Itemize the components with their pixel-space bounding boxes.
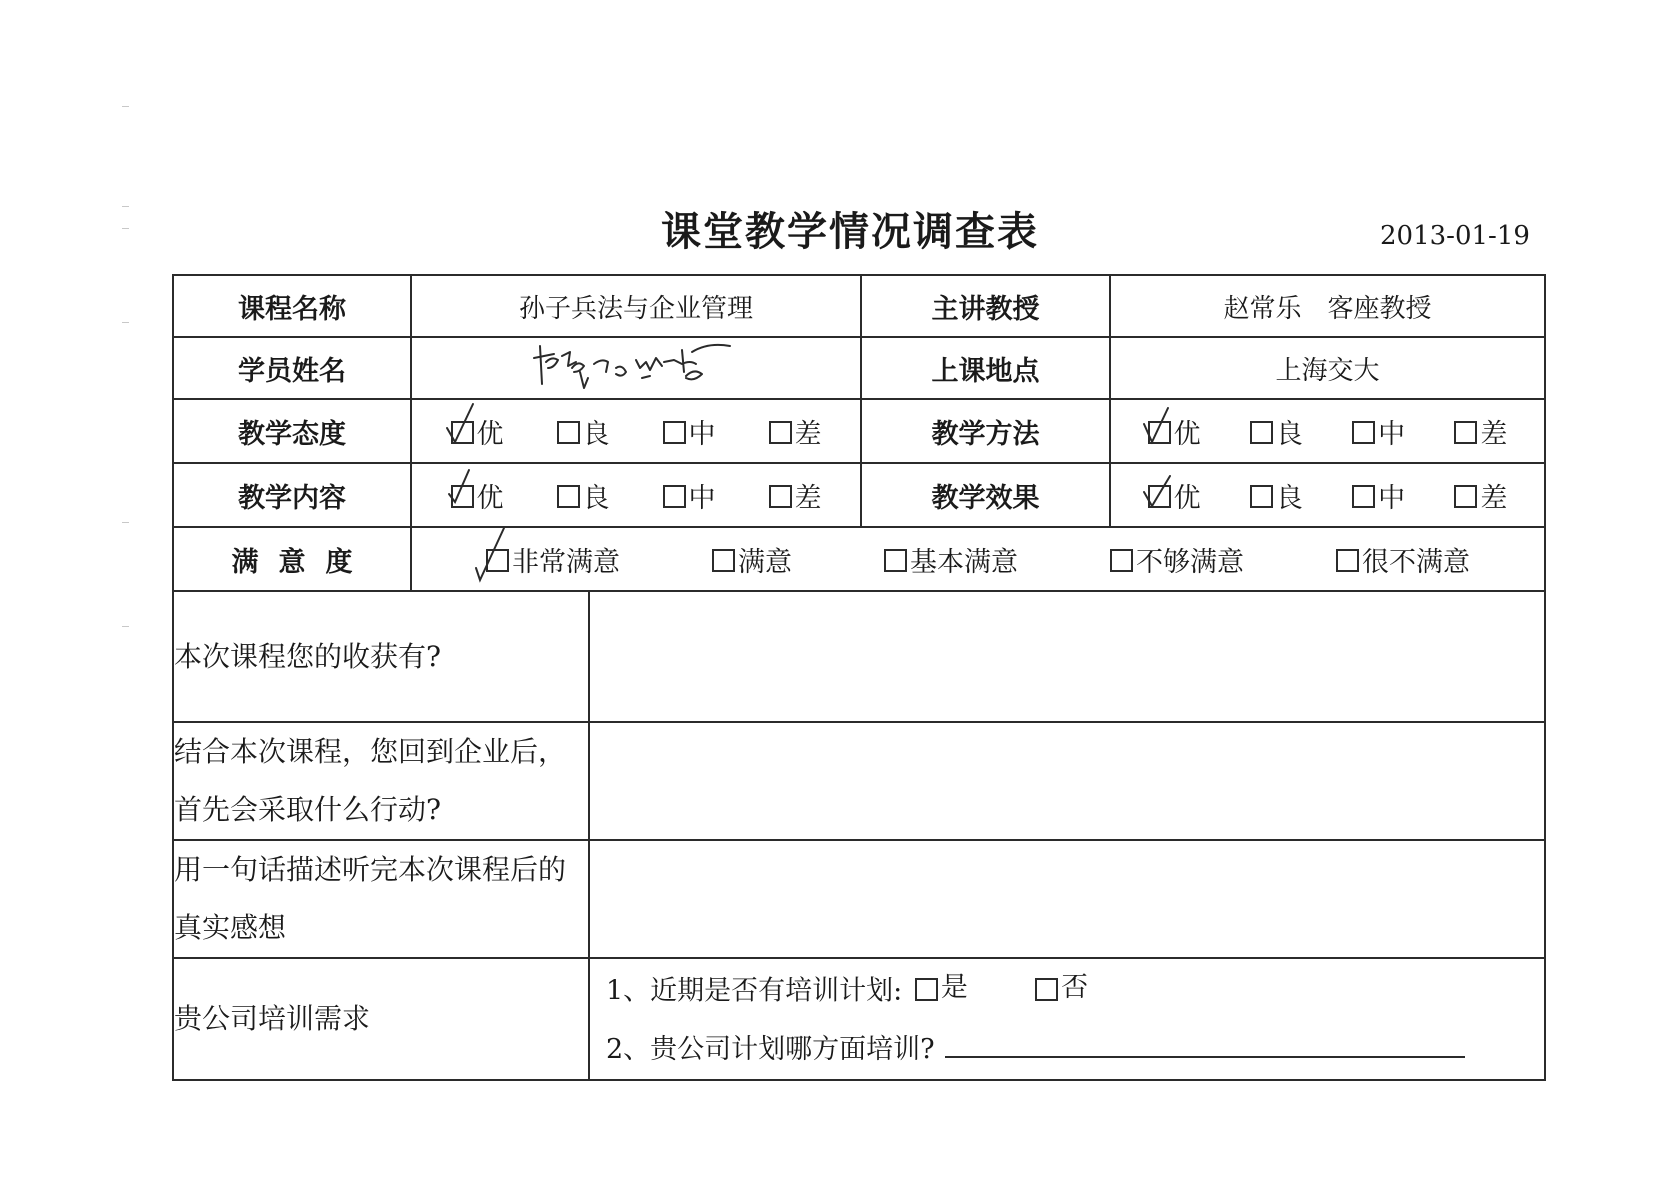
checkbox-checked[interactable]: [451, 485, 474, 508]
effect-option-excellent[interactable]: 优: [1148, 476, 1201, 515]
scan-mark: [122, 206, 129, 207]
checkbox-checked[interactable]: [1148, 485, 1171, 508]
satisfaction-option-very-unsatisfied[interactable]: 很不满意: [1336, 540, 1470, 579]
training-needs-cell: [589, 958, 1545, 1080]
training-plan-option-yes[interactable]: 是: [911, 959, 968, 1017]
lecturer-label: 主讲教授: [861, 275, 1110, 337]
content-option-excellent[interactable]: 优: [451, 476, 504, 515]
method-option-poor[interactable]: 差: [1454, 412, 1507, 451]
method-options: [1110, 399, 1545, 463]
action-question: 结合本次课程，您回到企业后，首先会采取什么行动?: [173, 722, 589, 840]
course-row: [173, 275, 1545, 337]
attitude-row: [173, 399, 1545, 463]
content-option-good[interactable]: 良: [557, 476, 610, 515]
gains-answer-field[interactable]: [589, 591, 1545, 722]
location-value: 上海交大: [1110, 337, 1545, 399]
checkbox[interactable]: [1250, 421, 1273, 444]
method-option-average[interactable]: 中: [1352, 412, 1405, 451]
satisfaction-options: [411, 527, 1545, 591]
action-row: [173, 722, 1545, 840]
checkbox[interactable]: [663, 485, 686, 508]
satisfaction-label: 满意度: [173, 527, 411, 591]
attitude-option-excellent[interactable]: 优: [451, 412, 504, 451]
attitude-option-good[interactable]: 良: [557, 412, 610, 451]
satisfaction-row: [173, 527, 1545, 591]
gains-row: [173, 591, 1545, 722]
scan-mark: [122, 322, 129, 323]
content-options: [411, 463, 861, 527]
checkbox[interactable]: [1336, 549, 1359, 572]
content-row: [173, 463, 1545, 527]
satisfaction-option-not-satisfied[interactable]: 不够满意: [1110, 540, 1244, 579]
scan-mark: [122, 228, 129, 229]
course-name-value: 孙子兵法与企业管理: [411, 275, 861, 337]
checkbox[interactable]: [915, 978, 938, 1001]
method-option-good[interactable]: 良: [1250, 412, 1303, 451]
checkbox[interactable]: [663, 421, 686, 444]
training-row: [173, 958, 1545, 1080]
training-area-answer-line[interactable]: [945, 1030, 1465, 1058]
content-label: 教学内容: [173, 463, 411, 527]
student-row: [173, 337, 1545, 399]
attitude-option-poor[interactable]: 差: [769, 412, 822, 451]
effect-option-average[interactable]: 中: [1352, 476, 1405, 515]
checkbox[interactable]: [557, 421, 580, 444]
attitude-label: 教学态度: [173, 399, 411, 463]
form-title: 课堂教学情况调查表: [661, 209, 1039, 255]
checkbox[interactable]: [1454, 485, 1477, 508]
satisfaction-option-basically-satisfied[interactable]: 基本满意: [884, 540, 1018, 579]
location-label: 上课地点: [861, 337, 1110, 399]
checkbox[interactable]: [769, 485, 792, 508]
form-date: 2013-01-19: [1380, 221, 1530, 251]
checkbox-checked[interactable]: [451, 421, 474, 444]
effect-label: 教学效果: [861, 463, 1110, 527]
satisfaction-option-satisfied[interactable]: 满意: [712, 540, 792, 579]
checkbox[interactable]: [712, 549, 735, 572]
satisfaction-option-very-satisfied[interactable]: 非常满意: [486, 540, 620, 579]
attitude-option-average[interactable]: 中: [663, 412, 716, 451]
attitude-options: [411, 399, 861, 463]
feeling-answer-field[interactable]: [589, 840, 1545, 958]
lecturer-value: 赵常乐 客座教授: [1110, 275, 1545, 337]
content-option-average[interactable]: 中: [663, 476, 716, 515]
training-area-question: 2、贵公司计划哪方面培训?: [590, 1021, 1544, 1079]
method-option-excellent[interactable]: 优: [1148, 412, 1201, 451]
effect-option-poor[interactable]: 差: [1454, 476, 1507, 515]
action-answer-field[interactable]: [589, 722, 1545, 840]
training-needs-label: 贵公司培训需求: [173, 958, 589, 1080]
checkbox[interactable]: [1454, 421, 1477, 444]
feeling-question: 用一句话描述听完本次课程后的真实感想: [173, 840, 589, 958]
scan-mark: [122, 106, 129, 107]
checkbox[interactable]: [1250, 485, 1273, 508]
checkbox[interactable]: [769, 421, 792, 444]
content-option-poor[interactable]: 差: [769, 476, 822, 515]
student-name-field[interactable]: [411, 337, 861, 399]
student-name-label: 学员姓名: [173, 337, 411, 399]
checkbox[interactable]: [1352, 485, 1375, 508]
checkbox[interactable]: [1352, 421, 1375, 444]
checkbox[interactable]: [1035, 978, 1058, 1001]
training-plan-question: 1、近期是否有培训计划: 是 否: [590, 959, 1544, 1021]
checkbox[interactable]: [1110, 549, 1133, 572]
checkbox[interactable]: [557, 485, 580, 508]
checkbox[interactable]: [884, 549, 907, 572]
checkbox-checked[interactable]: [486, 549, 509, 572]
scan-mark: [122, 522, 129, 523]
scan-mark: [122, 626, 129, 627]
course-name-label: 课程名称: [173, 275, 411, 337]
feeling-row: [173, 840, 1545, 958]
effect-option-good[interactable]: 良: [1250, 476, 1303, 515]
survey-table: [172, 274, 1546, 1081]
method-label: 教学方法: [861, 399, 1110, 463]
checkbox-checked[interactable]: [1148, 421, 1171, 444]
effect-options: [1110, 463, 1545, 527]
gains-question: 本次课程您的收获有?: [173, 591, 589, 722]
training-plan-option-no[interactable]: 否: [1031, 959, 1088, 1017]
